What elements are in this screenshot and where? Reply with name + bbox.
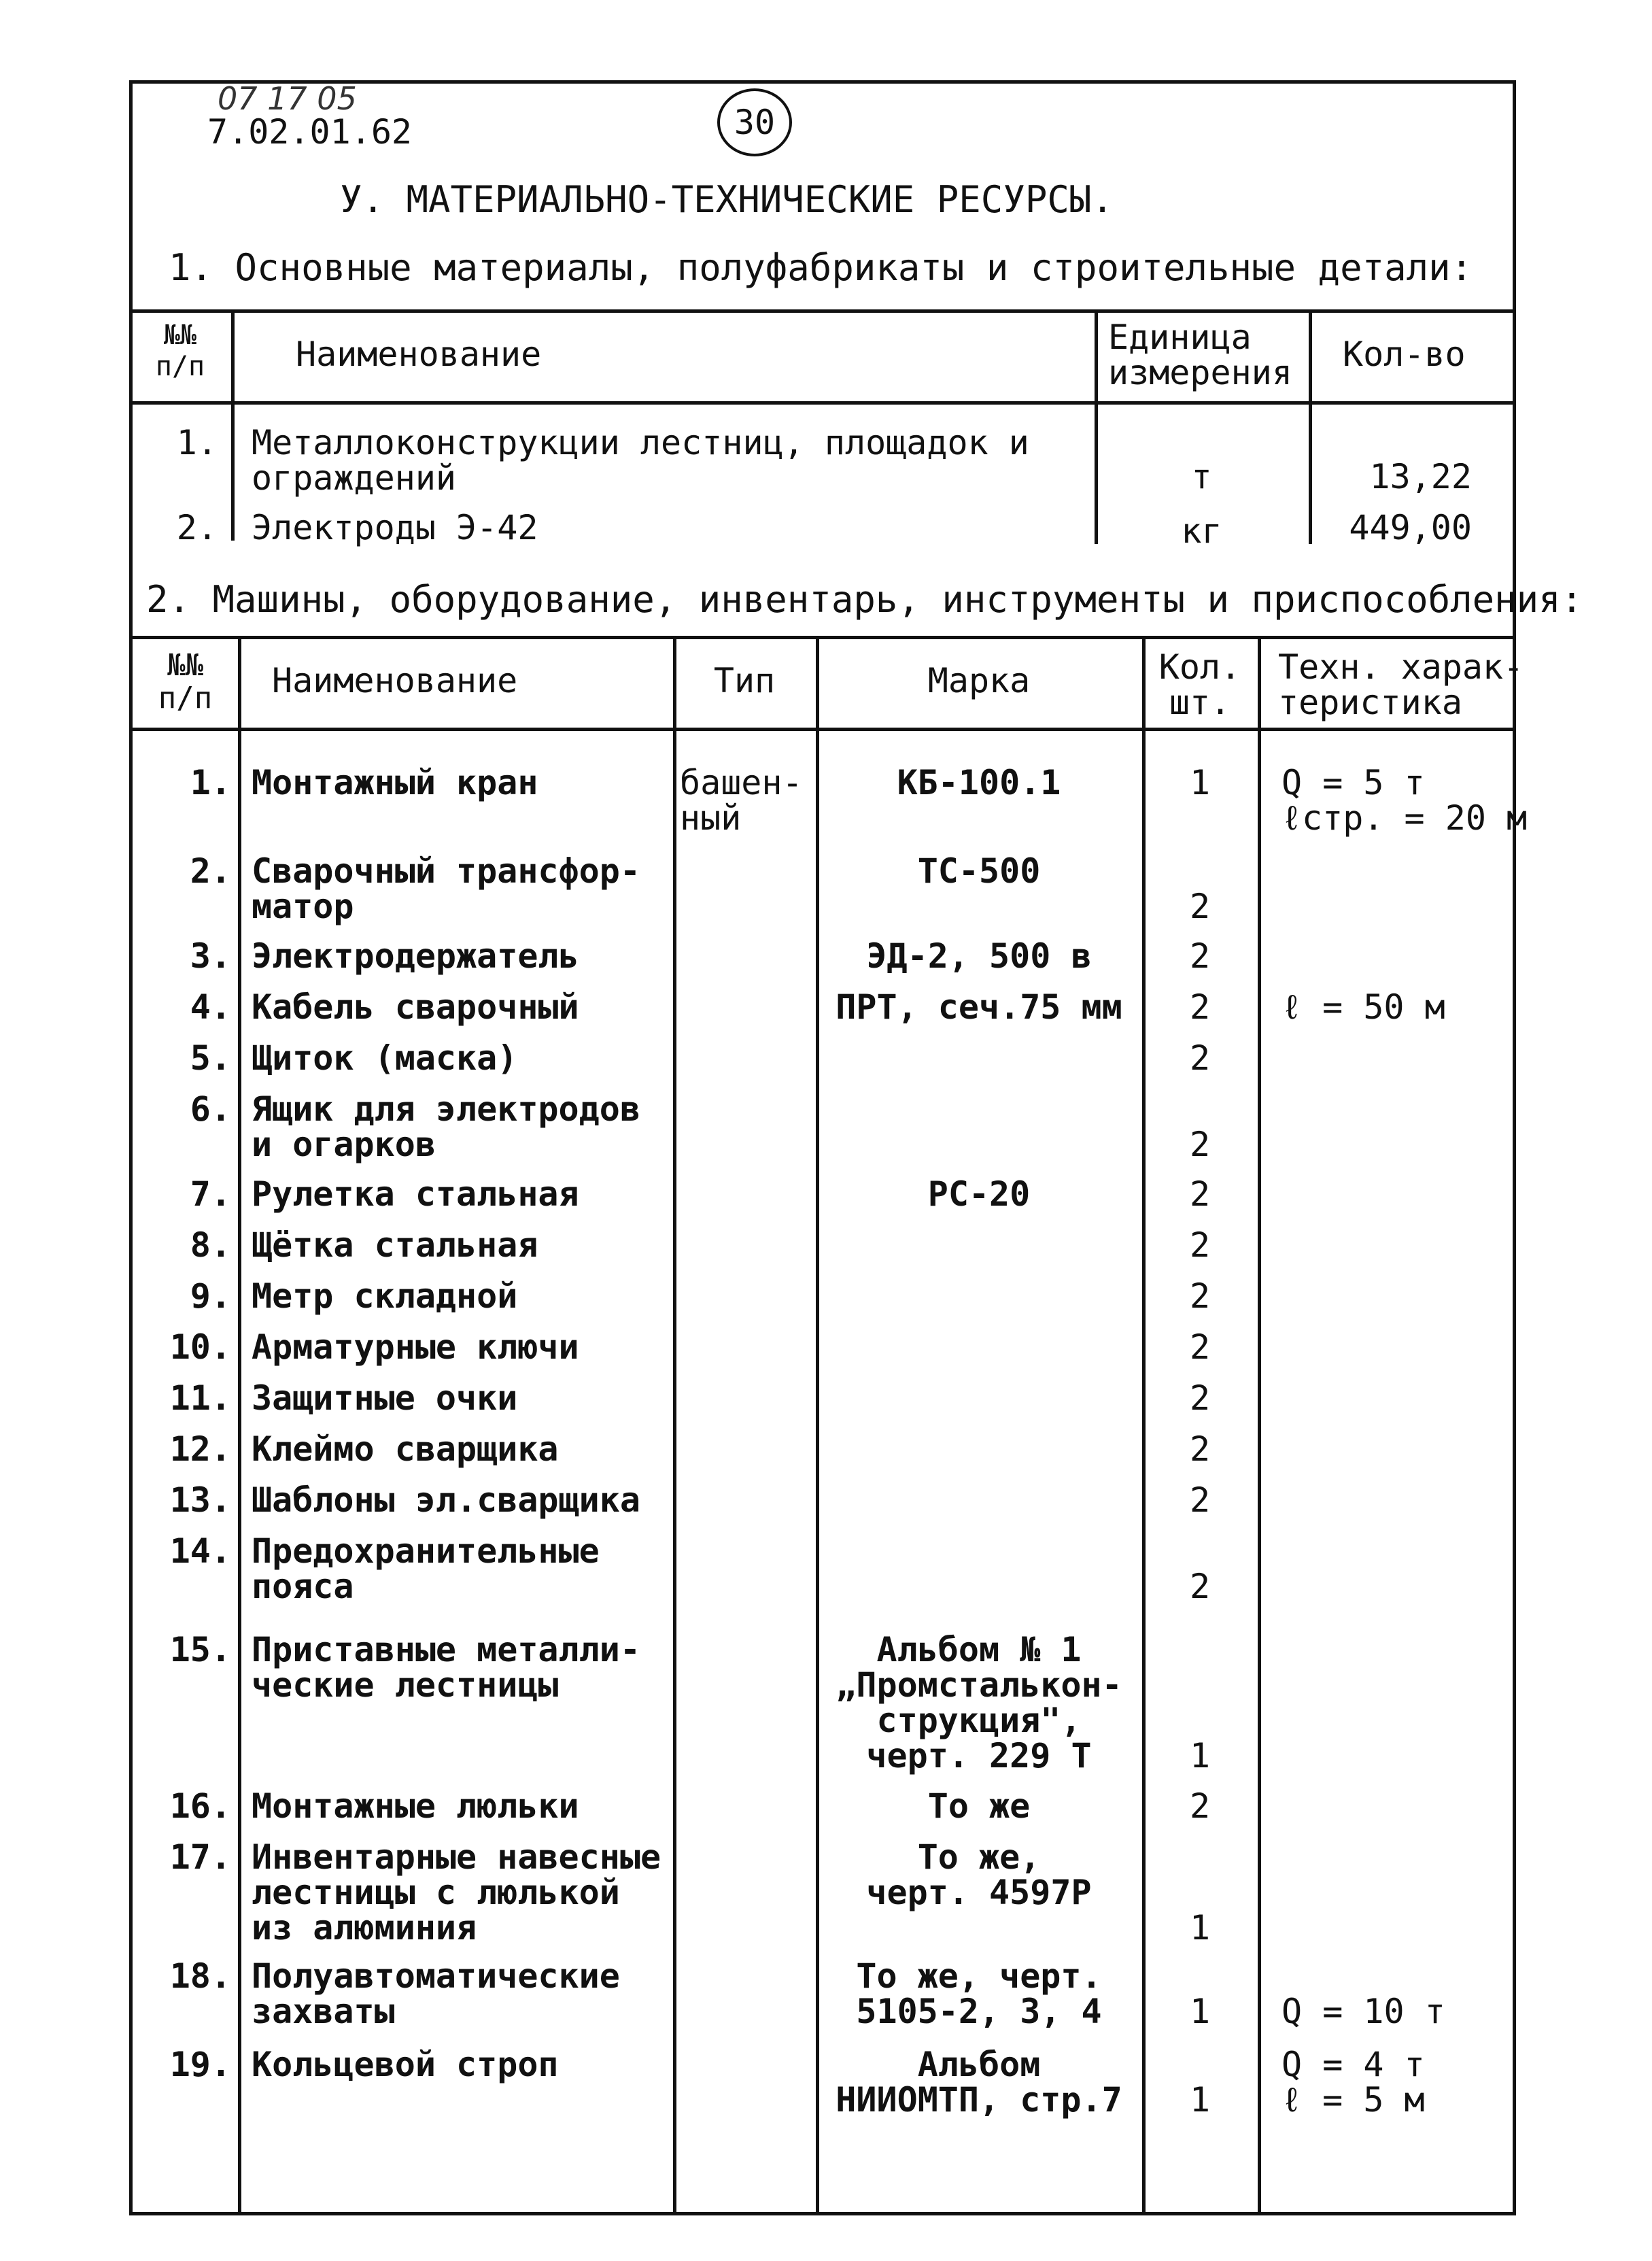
- materials-col-no: №№ п/п: [155, 320, 205, 382]
- machine-row-qty: 1: [1189, 763, 1211, 802]
- materials-top-rule: [129, 309, 1516, 313]
- machine-row-name: Ящик для электродов и огарков: [252, 1089, 640, 1164]
- machine-row-qty: 2: [1189, 1378, 1211, 1418]
- machines-col-spec: Техн. харак- теристика: [1278, 647, 1524, 722]
- materials-col-rule: [1095, 309, 1098, 544]
- machines-col-qty: Кол. шт.: [1158, 647, 1241, 722]
- machine-row-no: 10.: [169, 1327, 231, 1367]
- machine-row-spec: Q = 10 т: [1281, 1992, 1445, 2031]
- machine-row-no: 7.: [190, 1174, 231, 1214]
- machine-row-brand: ПРТ, сеч.75 мм: [836, 987, 1122, 1027]
- machine-row-name: Монтажные люльки: [252, 1786, 579, 1826]
- machine-row-no: 6.: [190, 1089, 231, 1129]
- materials-col-name: Наименование: [296, 335, 542, 374]
- machine-row-spec: Q = 4 т ℓ = 5 м: [1281, 2045, 1425, 2120]
- machine-row-name: Электродержатель: [252, 936, 579, 976]
- machine-row-qty: 1: [1189, 2080, 1211, 2120]
- machines-col-rule: [1258, 636, 1261, 2215]
- handwritten-number: 07 17 05: [218, 80, 357, 117]
- machine-row-spec: Q = 5 т ℓстр. = 20 м: [1281, 763, 1528, 838]
- machine-row-type: башен- ный: [680, 763, 803, 838]
- machine-row-no: 12.: [169, 1429, 231, 1469]
- machine-row-brand: РС-20: [927, 1174, 1031, 1214]
- machine-row-brand: То же, черт. 4597Р: [866, 1837, 1092, 1912]
- materials-col-unit: Единица измерения: [1108, 318, 1292, 392]
- machines-col-brand: Марка: [927, 661, 1031, 700]
- machines-col-no: №№ п/п: [158, 648, 213, 715]
- materials-row-name: Металлоконструкции лестниц, площадок и ограждений: [252, 423, 1029, 498]
- machines-col-rule: [1142, 636, 1146, 2215]
- machine-row-name: Щётка стальная: [252, 1225, 538, 1265]
- machine-row-brand: Альбом № 1 „Промсталькон- струкция", черт. 229 Т: [836, 1630, 1122, 1775]
- machine-row-name: Метр складной: [252, 1276, 518, 1316]
- machine-row-no: 1.: [190, 763, 231, 802]
- machines-header-rule: [129, 728, 1516, 731]
- machine-row-qty: 2: [1189, 1480, 1211, 1520]
- machine-row-no: 14.: [169, 1531, 231, 1571]
- machine-row-name: Арматурные ключи: [252, 1327, 579, 1367]
- machine-row-spec: ℓ = 50 м: [1281, 987, 1445, 1027]
- materials-header-rule: [129, 401, 1516, 405]
- machine-row-no: 4.: [190, 987, 231, 1027]
- machine-row-qty: 2: [1189, 1567, 1211, 1606]
- machine-row-no: 2.: [190, 851, 231, 891]
- machine-row-name: Клеймо сварщика: [252, 1429, 559, 1469]
- machine-row-qty: 2: [1189, 887, 1211, 926]
- machine-row-brand: КБ-100.1: [897, 763, 1061, 802]
- machine-row-brand: Альбом НИИОМТП, стр.7: [836, 2045, 1122, 2120]
- machine-row-qty: 2: [1189, 987, 1211, 1027]
- machine-row-no: 17.: [169, 1837, 231, 1877]
- machine-row-brand: ЭД-2, 500 в: [866, 936, 1092, 976]
- materials-col-rule: [1309, 309, 1312, 544]
- machine-row-qty: 2: [1189, 1225, 1211, 1265]
- machine-row-no: 13.: [169, 1480, 231, 1520]
- machine-row-name: Кабель сварочный: [252, 987, 579, 1027]
- machines-col-type: Тип: [713, 661, 776, 700]
- machines-heading: 2. Машины, оборудование, инвентарь, инструменты и приспособления:: [146, 578, 1583, 621]
- machines-col-name: Наименование: [272, 661, 518, 700]
- machine-row-brand: То же: [927, 1786, 1031, 1826]
- machine-row-qty: 2: [1189, 1786, 1211, 1826]
- machine-row-no: 11.: [169, 1378, 231, 1418]
- materials-row-qty: 449,00: [1349, 508, 1472, 547]
- machine-row-name: Предохранительные пояса: [252, 1531, 600, 1606]
- machine-row-brand: То же, черт. 5105-2, 3, 4: [856, 1956, 1102, 2031]
- materials-col-rule: [231, 309, 235, 541]
- machine-row-no: 5.: [190, 1038, 231, 1078]
- machine-row-qty: 2: [1189, 1429, 1211, 1469]
- materials-heading: 1. Основные материалы, полуфабрикаты и строительные детали:: [169, 246, 1473, 289]
- machine-row-qty: 2: [1189, 936, 1211, 976]
- machine-row-no: 19.: [169, 2045, 231, 2084]
- machines-top-rule: [129, 636, 1516, 639]
- machine-row-name: Защитные очки: [252, 1378, 518, 1418]
- machine-row-no: 18.: [169, 1956, 231, 1996]
- machine-row-qty: 1: [1189, 1908, 1211, 1948]
- machine-row-no: 8.: [190, 1225, 231, 1265]
- machine-row-name: Полуавтоматические захваты: [252, 1956, 620, 2031]
- machine-row-name: Сварочный трансфор- матор: [252, 851, 640, 926]
- machine-row-no: 9.: [190, 1276, 231, 1316]
- machine-row-no: 16.: [169, 1786, 231, 1826]
- materials-row-no: 2.: [176, 508, 218, 547]
- machine-row-name: Монтажный кран: [252, 763, 538, 802]
- machine-row-name: Щиток (маска): [252, 1038, 518, 1078]
- machine-row-name: Приставные металли- ческие лестницы: [252, 1630, 640, 1705]
- section-title: У. МАТЕРИАЛЬНО-ТЕХНИЧЕСКИЕ РЕСУРСЫ.: [340, 178, 1114, 221]
- materials-row-name: Электроды Э-42: [252, 508, 538, 547]
- materials-col-qty: Кол-во: [1343, 335, 1466, 374]
- doc-code: 7.02.01.62: [207, 112, 413, 152]
- machine-row-qty: 1: [1189, 1992, 1211, 2031]
- machine-row-no: 3.: [190, 936, 231, 976]
- page-number: 30: [717, 88, 792, 156]
- materials-row-unit: кг: [1181, 511, 1222, 551]
- machine-row-name: Рулетка стальная: [252, 1174, 579, 1214]
- machine-row-brand: ТС-500: [917, 851, 1041, 891]
- materials-row-qty: 13,22: [1369, 457, 1472, 496]
- machine-row-no: 15.: [169, 1630, 231, 1669]
- machine-row-qty: 2: [1189, 1125, 1211, 1164]
- machines-col-rule: [673, 636, 676, 2215]
- machine-row-qty: 1: [1189, 1736, 1211, 1775]
- materials-row-no: 1.: [176, 423, 218, 462]
- machine-row-qty: 2: [1189, 1276, 1211, 1316]
- machines-col-rule: [238, 636, 241, 2215]
- machine-row-qty: 2: [1189, 1174, 1211, 1214]
- machine-row-qty: 2: [1189, 1327, 1211, 1367]
- machine-row-qty: 2: [1189, 1038, 1211, 1078]
- machine-row-name: Шаблоны эл.сварщика: [252, 1480, 640, 1520]
- materials-row-unit: т: [1191, 457, 1212, 496]
- machine-row-name: Инвентарные навесные лестницы с люлькой из алюминия: [252, 1837, 661, 1948]
- machine-row-name: Кольцевой строп: [252, 2045, 559, 2084]
